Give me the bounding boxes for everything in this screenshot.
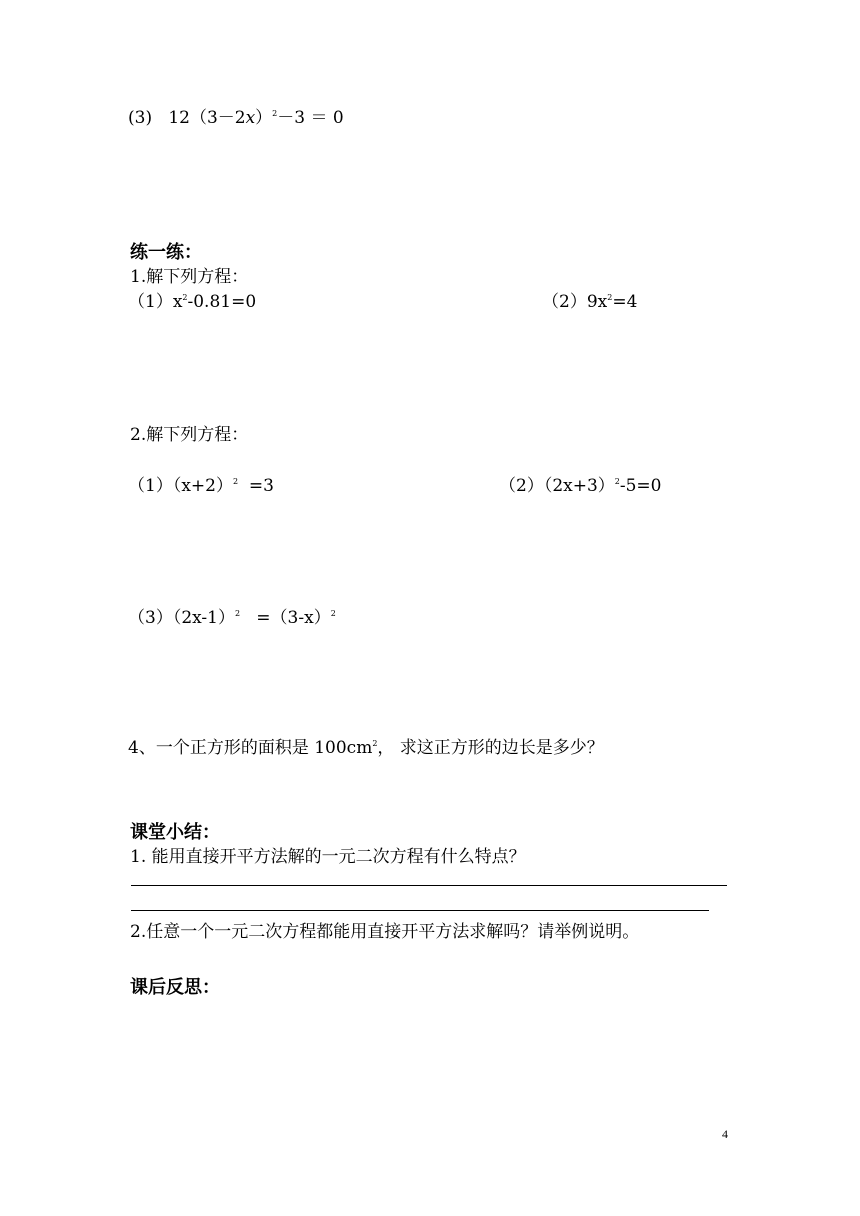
exponent: 2: [182, 293, 188, 302]
exponent: 2: [330, 609, 336, 618]
answer-line: [131, 910, 709, 911]
page-number: 4: [722, 1127, 728, 1141]
example-3-equation: [128, 107, 344, 129]
practice-q4: 4、一个正方形的面积是 $100cm^2$， 求这正方形的边长是多少？: [128, 738, 604, 758]
equation-part: 12（3－2: [168, 108, 246, 128]
exponent: 2: [372, 739, 378, 748]
equation-part: －3 ＝ 0: [277, 108, 344, 128]
exponent: 2: [234, 609, 241, 618]
exponent: 2: [272, 109, 278, 118]
answer-line: [131, 885, 727, 886]
reflection-heading: 课后反思：: [130, 977, 220, 998]
practice-q1-title: 1.解下列方程：: [130, 267, 249, 287]
practice-heading: 练一练：: [130, 242, 202, 263]
exponent: 2: [607, 293, 613, 302]
exponent: 2: [232, 477, 239, 486]
summary-q1: 1. 能用直接开平方法解的一元二次方程有什么特点？: [130, 847, 526, 867]
practice-q2-a: $(1)(x+2)^2 =3$: [128, 476, 274, 496]
practice-q2-b: $(2)(2x+3)^2-5=0$: [499, 476, 662, 496]
summary-heading: 课堂小结：: [130, 822, 220, 843]
exponent: 2: [614, 477, 620, 486]
item-number: (3): [128, 108, 153, 128]
variable-x: x: [245, 108, 256, 128]
practice-q1-a: $(1)x^2-0.81=0$: [128, 292, 257, 312]
practice-q1-b: $(2)9x^2=4$: [542, 292, 638, 312]
practice-q2-title: 2.解下列方程：: [130, 425, 249, 445]
summary-q2: 2.任意一个一元二次方程都能用直接开平方法求解吗？请举例说明。: [130, 922, 640, 942]
equation-part: ）: [255, 108, 273, 128]
practice-q2-c: $(3)(2x-1)^2$ $=(3-x)^2$: [128, 608, 336, 628]
